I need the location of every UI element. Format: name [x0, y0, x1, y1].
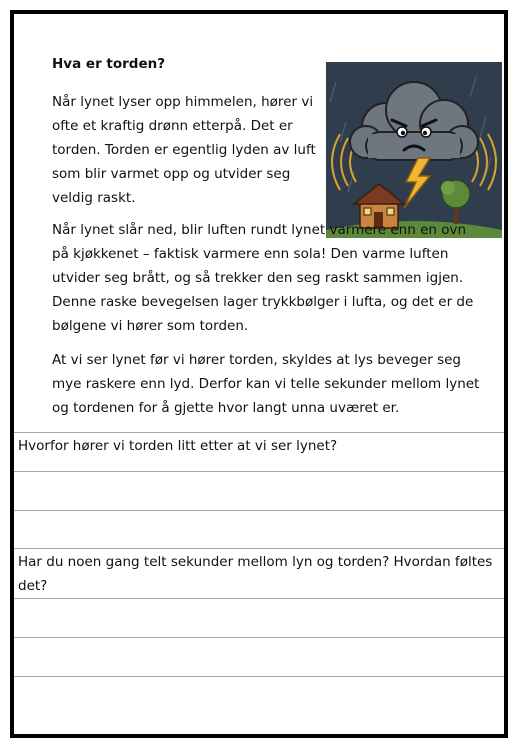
question-2: Har du noen gang telt sekunder mellom lyn og torden? Hvordan føltes det?: [18, 554, 493, 594]
answer-line: [14, 598, 504, 599]
paragraph-2: Når lynet slår ned, blir luften rundt lynet varmere enn en ovn på kjøkkenet – faktisk varmere enn sola! Den varme luften utvider seg brått, og så trekker den seg raskt sammen igjen. Denne raske bevegelsen lager trykkbølger i lufta, og det er de bølgene vi hører som torden.: [52, 222, 474, 334]
answer-line: [14, 510, 504, 511]
page-title: Hva er torden?: [52, 56, 166, 72]
paragraph-3: At vi ser lynet før vi hører torden, skyldes at lys beveger seg mye raskere enn lyd. Derfor kan vi telle sekunder mellom lynet og tordenen for å gjette hvor langt unna uværet er.: [52, 352, 480, 416]
answer-line: [14, 676, 504, 677]
answer-line: [14, 548, 504, 549]
question-1: Hvorfor hører vi torden litt etter at vi ser lynet?: [18, 438, 338, 454]
storm-cloud-icon: [326, 62, 502, 238]
worksheet-content: [14, 14, 504, 734]
answer-line: [14, 471, 504, 472]
answer-line: [14, 637, 504, 638]
worksheet-frame: [10, 10, 508, 738]
paragraph-1: Når lynet lyser opp himmelen, hører vi ofte et kraftig drønn etterpå. Det er torden. Torden er egentlig lyden av luft som blir varmet opp og utvider seg veldig raskt.: [52, 94, 316, 206]
storm-illustration: [326, 62, 502, 238]
answer-line: [14, 432, 504, 433]
